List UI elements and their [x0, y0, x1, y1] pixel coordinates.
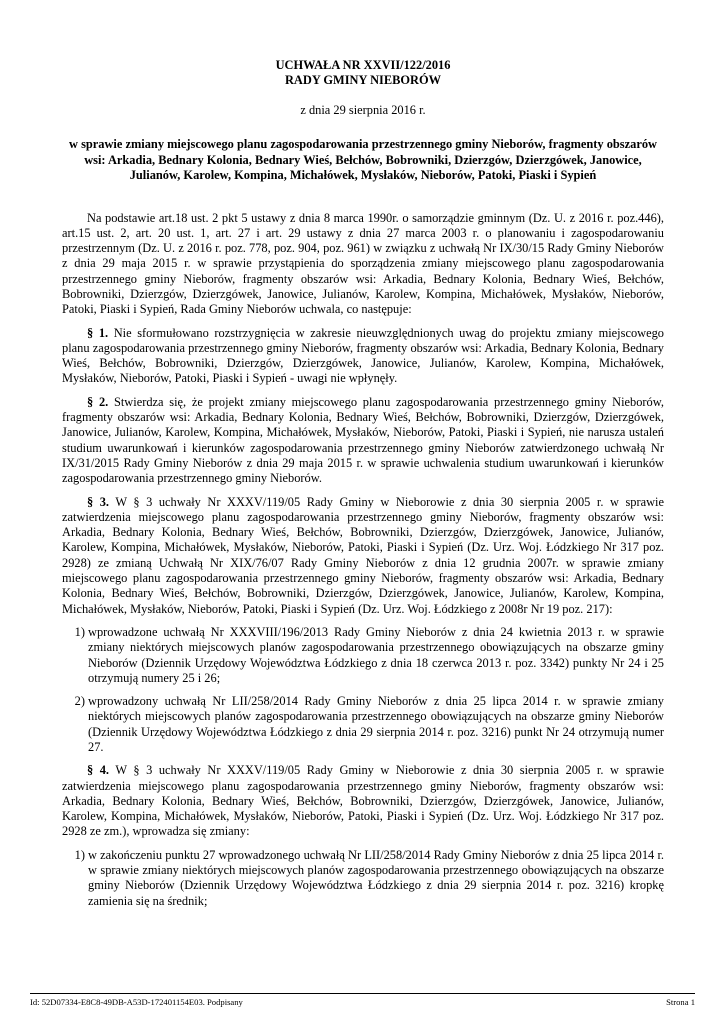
document-page — [62, 58, 664, 909]
section-2 — [62, 395, 664, 487]
resolution-date: z dnia 29 sierpnia 2016 r. — [300, 103, 426, 117]
legal-basis-paragraph: Na podstawie art.18 ust. 2 pkt 5 ustawy z dnia 8 marca 1990r. o samorządzie gminnym (Dz. U. z 2016 r. poz.446), art.15 ust. 2, art. 20 ust. 1, art. 27 i art. 29 ustawy z dnia 27 marca 2003 r. o planowaniu i zagospodarowaniu przestrzennym (Dz. U. z 2016 r. poz. 778, poz. 904, poz. 961) w związku z uchwałą Nr IX/30/15 Rady Gminy Nieborów z dnia 29 maja 2015 r. w sprawie przystąpienia do sporządzenia zmiany miejscowego planu zagospodarowania przestrzennego gminy Nieborów, fragmenty obszarów wsi: Arkadia, Bednary Kolonia, Bednary Wieś, Bełchów, Bobrowniki, Dzierzgów, Dzierzgówek, Janowice, Julianów, Karolew, Kompina, Michałówek, Mysłaków, Nieborów, Patoki, Piaski i Sypień, Rada Gminy Nieborów uchwala, co następuje: — [62, 210, 664, 317]
resolution-title: UCHWAŁA NR XXVII/122/2016 — [275, 58, 451, 72]
document-id: Id: 52D07334-E8C8-49DB-A53D-172401154E03. Podpisany — [30, 997, 243, 1007]
section-3 — [62, 495, 664, 617]
page-number: Strona 1 — [666, 997, 695, 1007]
council-name: RADY GMINY NIEBORÓW — [284, 73, 442, 87]
section-4 — [62, 763, 664, 839]
list-item-number: 2) — [74, 694, 85, 709]
list-item-number: 1) — [74, 624, 85, 639]
list-item-text: wprowadzony uchwałą Nr LII/258/2014 Rady Gminy Nieborów z dnia 25 lipca 2014 r. w sprawie zmiany niektórych miejscowych planów zagospodarowania przestrzennego obowiązujących na obszarze gminy Nieborów (Dziennik Urzędowy Województwa Łódzkiego z dnia 29 sierpnia 2014 r. poz. 3216) punkt Nr 24 otrzymują numer 27. — [88, 694, 664, 754]
list-item-text: wprowadzone uchwałą Nr XXXVIII/196/2013 Rady Gminy Nieborów z dnia 24 kwietnia 2013 r. w sprawie zmiany niektórych miejscowych planów zagospodarowania przestrzennego obowiązujących na obszarze gminy Nieborów (Dziennik Urzędowy Województwa Łódzkiego z dnia 18 czerwca 2013 r. poz. 3342) punkty Nr 24 i 25 otrzymują numery 25 i 26; — [88, 624, 664, 685]
section-3-label: § 3. — [87, 494, 110, 509]
section-2-label: § 2. — [87, 394, 109, 409]
section-1-text: Nie sformułowano rozstrzygnięcia w zakresie nieuwzględnionych uwag do projektu zmiany miejscowego planu zagospodarowania przestrzennego gminy Nieborów, fragmenty obszarów wsi: Arkadia, Bednary Kolonia, Bednary Wieś, Bełchów, Bobrowniki, Dzierzgów, Dzierzgówek, Janowice, Julianów, Karolew, Kompina, Michałówek, Mysłaków, Nieborów, Patoki, Piaski i Sypień - uwagi nie wpłynęły. — [62, 325, 664, 386]
section-1-label: § 1. — [87, 325, 109, 340]
section-1 — [62, 326, 664, 387]
section-4-label: § 4. — [87, 763, 110, 778]
list-item — [62, 848, 664, 909]
section-3-text: W § 3 uchwały Nr XXXV/119/05 Rady Gminy w Nieborowie z dnia 30 sierpnia 2005 r. w sprawie zatwierdzenia miejscowego planu zagospodarowania przestrzennego gminy Nieborów, fragmenty obszarów wsi: Arkadia, Bednary Kolonia, Bednary Wieś, Bełchów, Bobrowniki, Dzierzgów, Dzierzgówek, Janowice, Julianów, Karolew, Kompina, Michałówek, Mysłaków, Nieborów, Patoki, Piaski i Sypień (Dz. Urz. Woj. Łódzkiego Nr 317 poz. 2928) ze zmianą Uchwałą Nr XIX/76/07 Rady Gminy Nieborów z dnia 12 grudnia 2007r. w sprawie zmiany miejscowego planu zagospodarowania przestrzennego gminy Nieborów, fragmenty obszarów wsi: Arkadia, Bednary Kolonia, Bednary Wieś, Bełchów, Bobrowniki, Dzierzgów, Dzierzgówek, Janowice, Julianów, Karolew, Kompina, Michałówek, Mysłaków, Nieborów, Patoki, Piaski i Sypień (Dz. Urz. Woj. Łódzkiego z 2008r Nr 19 poz. 217): — [62, 494, 665, 616]
list-item-number: 1) — [74, 847, 85, 862]
section-4-text: W § 3 uchwały Nr XXXV/119/05 Rady Gminy w Nieborowie z dnia 30 sierpnia 2005 r. w sprawie zatwierdzenia miejscowego planu zagospodarowania przestrzennego gminy Nieborów, fragmenty obszarów wsi: Arkadia, Bednary Kolonia, Bednary Wieś, Bełchów, Bobrowniki, Dzierzgów, Dzierzgówek, Janowice, Julianów, Karolew, Kompina, Michałówek, Mysłaków, Nieborów, Patoki, Piaski i Sypień (Dz. Urz. Woj. Łódzkiego Nr 317 poz. 2928 ze zm.), wprowadza się zmiany: — [62, 763, 665, 839]
list-item-text: w zakończeniu punktu 27 wprowadzonego uchwałą Nr LII/258/2014 Rady Gminy Nieborów z dnia 25 lipca 2014 r. w sprawie zmiany niektórych miejscowych planów zagospodarowania przestrzennego obowiązujących na obszarze gminy Nieborów (Dziennik Urzędowy Województwa Łódzkiego z dnia 29 sierpnia 2014 r. poz. 3216) kropkę zamienia się na średnik; — [88, 847, 664, 908]
list-item — [62, 625, 664, 686]
resolution-subject: w sprawie zmiany miejscowego planu zagospodarowania przestrzennego gminy Nieborów, fragmenty obszarów wsi: Arkadia, Bednary Kolonia, Bednary Wieś, Bełchów, Bobrowniki, Dzierzgów, Dzierzgówek, Janowice, Julianów, Karolew, Kompina, Michałówek, Mysłaków, Nieborów, Patoki, Piaski i Sypień — [69, 137, 657, 182]
page-footer — [30, 993, 695, 1007]
section-2-text: Stwierdza się, że projekt zmiany miejscowego planu zagospodarowania przestrzennego gminy Nieborów, fragmenty obszarów wsi: Arkadia, Bednary Kolonia, Bednary Wieś, Bełchów, Bobrowniki, Dzierzgów, Dzierzgówek, Janowice, Julianów, Karolew, Kompina, Michałówek, Mysłaków, Nieborów, Patoki, Piaski i Sypień, nie narusza ustaleń studium uwarunkowań i kierunków zagospodarowania przestrzennego gminy Nieborów zatwierdzonego uchwałą Nr IX/31/2015 Rady Gminy Nieborów z dnia 29 maja 2015 r. w sprawie uchwalenia studium uwarunkowań i kierunków zagospodarowania przestrzennego gminy Nieborów. — [62, 394, 664, 486]
list-item — [62, 694, 664, 755]
